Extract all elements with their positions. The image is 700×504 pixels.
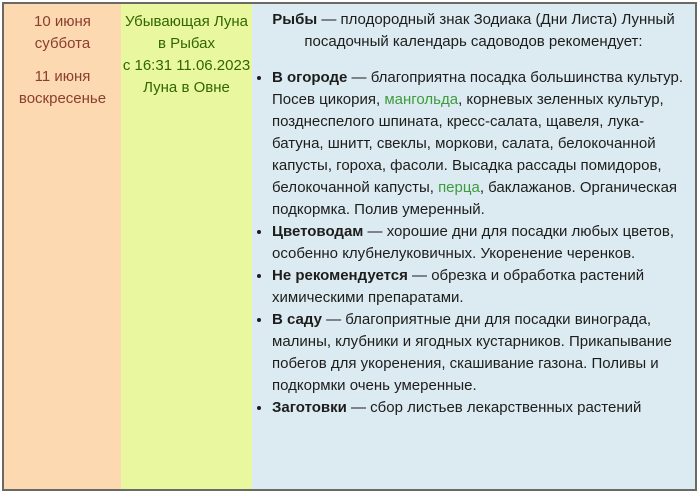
lunar-calendar-table-row (2, 2, 697, 491)
recommendation-item (272, 265, 687, 309)
moon-phase-line: Луна в Овне (143, 79, 230, 96)
recommendation-item (272, 221, 687, 265)
moon-phase-line: в Рыбах (157, 35, 215, 52)
date-line: 11 июня (34, 68, 91, 85)
bold-keyword: Не рекомендуется (272, 267, 408, 284)
date-paragraph (4, 66, 121, 110)
date-line: воскресенье (18, 90, 107, 107)
date-line: суббота (34, 35, 91, 52)
recommendations-cell (252, 4, 695, 489)
text-run: — благоприятна посадка большинства культур. Посев цикория, (272, 69, 684, 108)
bold-keyword: Рыбы (272, 11, 318, 28)
date-cell (4, 4, 121, 489)
bold-keyword: Цветоводам (272, 223, 364, 240)
recommendations-header (262, 9, 685, 53)
text-run: , баклажанов. Органическая подкормка. Полив умеренный. (272, 179, 678, 218)
bold-keyword: Заготовки (272, 399, 347, 416)
date-paragraph (4, 11, 121, 55)
text-run: , корневых зеленных культур, позднеспелого шпината, кресс-салата, щавеля, лука-батуна, шнитт, свеклы, моркови, салата, белокочанной капусты, гороха, фасоли. Высадка рассады помидоров, белокочанной капусты, (272, 91, 664, 196)
text-run: — плодородный знак Зодиака (Дни Листа) Лунный посадочный календарь садоводов рекомендует: (304, 11, 675, 50)
moon-phase-line: Убывающая Луна (124, 13, 249, 30)
recommendation-item (272, 309, 687, 397)
plant-link[interactable]: перца (438, 179, 480, 196)
recommendation-item (272, 67, 687, 221)
moon-phase-line: с 16:31 11.06.2023 (122, 57, 251, 74)
plant-link[interactable]: мангольда (384, 91, 459, 108)
moon-phase-cell (121, 4, 252, 489)
text-run: — сбор листьев лекарственных растений (346, 399, 642, 416)
text-run: — обрезка и обработка растений химическими препаратами. (272, 267, 645, 306)
recommendations-list (260, 67, 687, 419)
text-run: — хорошие дни для посадки любых цветов, особенно клубнелуковичных. Укоренение черенков. (272, 223, 675, 262)
date-line: 10 июня (34, 13, 91, 30)
recommendation-item (272, 397, 687, 419)
text-run: — благоприятные дни для посадки винограда, малины, клубники и ягодных кустарников. Прикапывание побегов для укоренения, скашивание газона. Поливы и подкормки очень умеренные. (272, 311, 672, 394)
bold-keyword: В саду (272, 311, 322, 328)
bold-keyword: В огороде (272, 69, 348, 86)
